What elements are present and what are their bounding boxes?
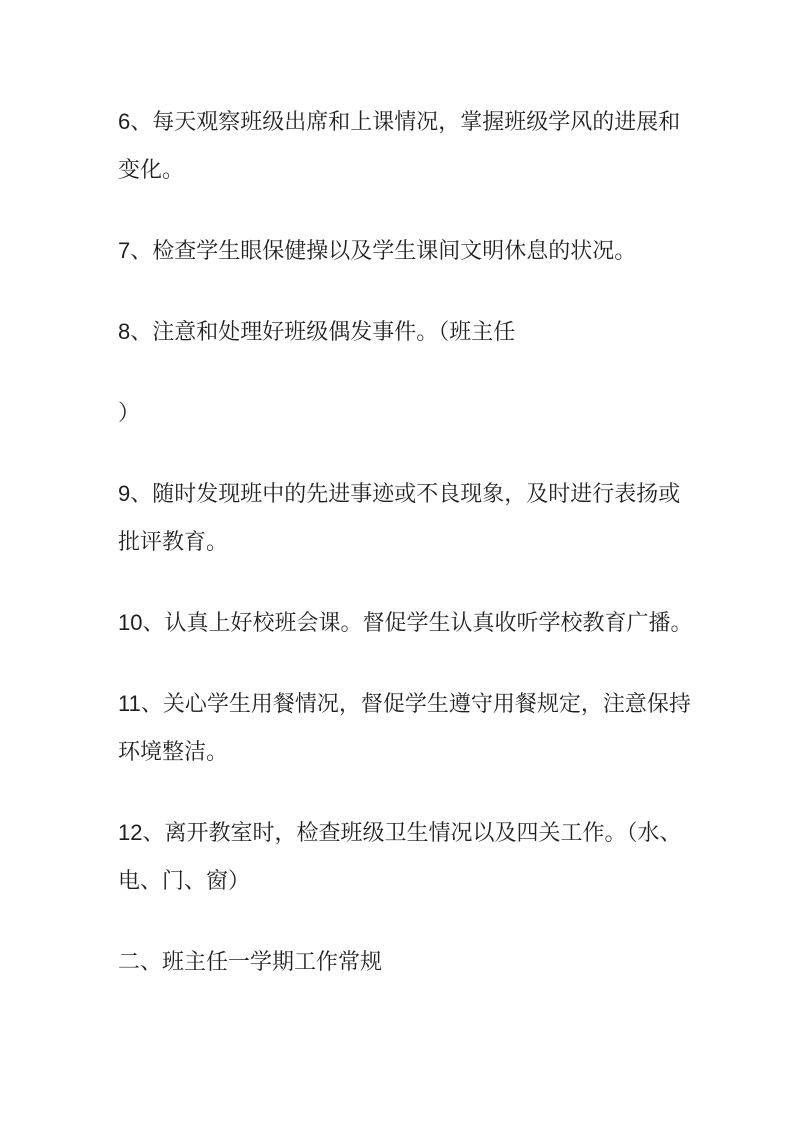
list-item-7: 7、检查学生眼保健操以及学生课间文明休息的状况。: [118, 238, 637, 263]
list-item-12: 12、离开教室时，检查班级卫生情况以及四关工作。（水、电、门、窗）: [118, 820, 682, 893]
list-item-8-closing-paren: ）: [118, 400, 141, 425]
section-heading: 二、班主任一学期工作常规: [118, 949, 383, 974]
list-item-11: 11、关心学生用餐情况，督促学生遵守用餐规定，注意保持环境整洁。: [118, 691, 691, 764]
list-item-6: 6、每天观察班级出席和上课情况，掌握班级学风的进展和变化。: [118, 109, 681, 182]
document-body: [118, 98, 696, 986]
list-item-10: 10、认真上好校班会课。督促学生认真收听学校教育广播。: [118, 610, 693, 635]
list-item-9: 9、随时发现班中的先进事迹或不良现象，及时进行表扬或批评教育。: [118, 481, 681, 554]
list-item-8: 8、注意和处理好班级偶发事件。（班主任: [118, 319, 516, 344]
